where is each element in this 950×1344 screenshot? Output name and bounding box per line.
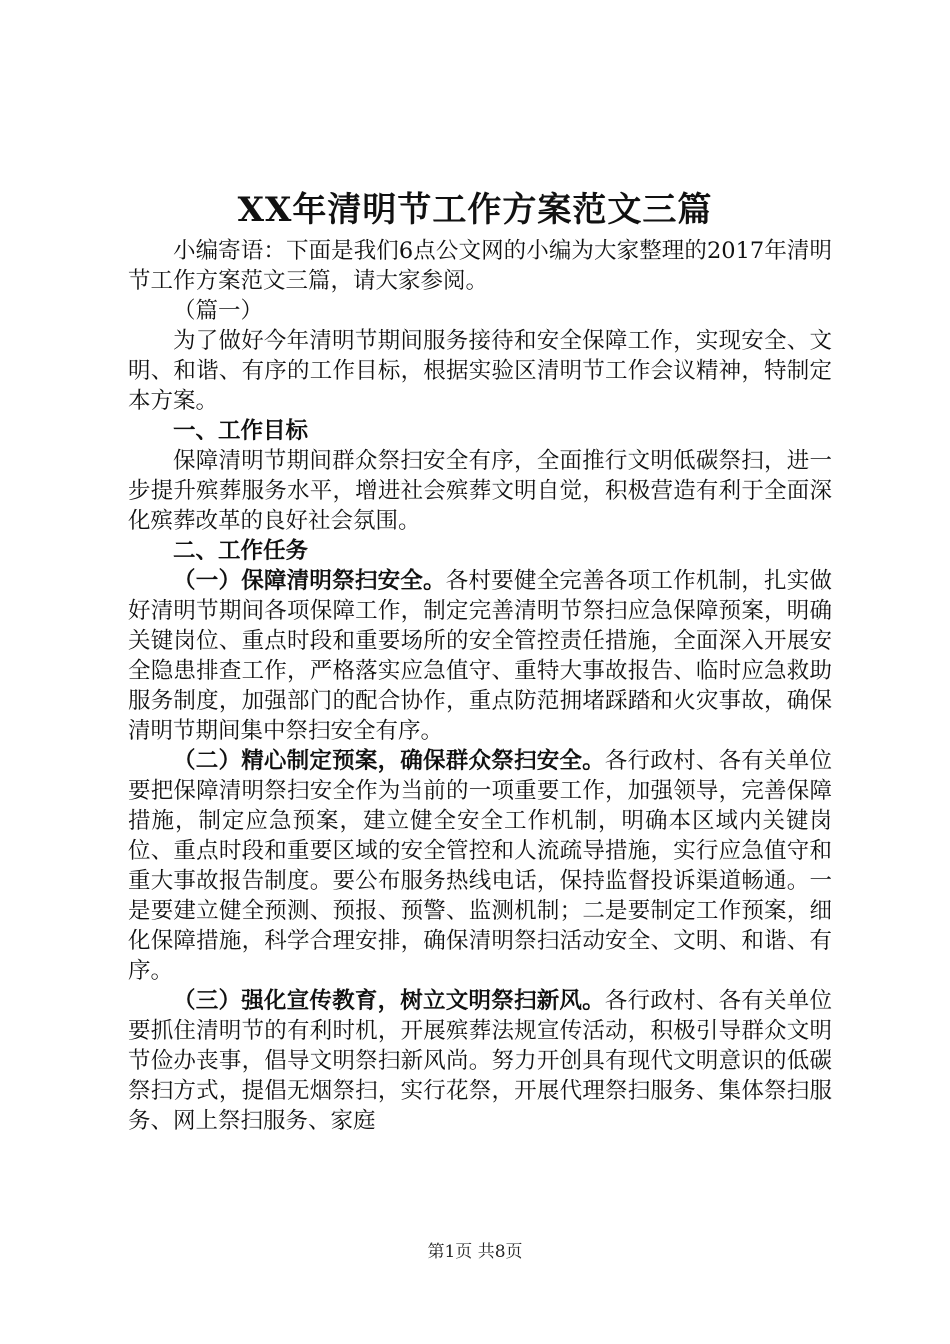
task-2-text: 各行政村、各有关单位要把保障清明祭扫安全作为当前的一项重要工作，加强领导，完善保障措施，制定应急预案，建立健全安全工作机制，明确本区域内关键岗位、重点时段和重要区域的安全管控和人流疏导措施，实行应急值守和重大事故报告制度。要公布服务热线电话，保持监督投诉渠道畅通。一是要建立健全预测、预报、预警、监测机制；二是要制定工作预案，细化保障措施，科学合理安排，确保清明祭扫活动安全、文明、和谐、有序。	[128, 748, 832, 984]
goals-paragraph: 保障清明节期间群众祭扫安全有序，全面推行文明低碳祭扫，进一步提升殡葬服务水平，增进社会殡葬文明自觉，积极营造有利于全面深化殡葬改革的良好社会氛围。	[128, 448, 832, 534]
part-label: （篇一）	[173, 298, 264, 324]
section-heading-goals: 一、工作目标	[173, 418, 309, 444]
task-paragraph-3	[128, 986, 832, 1136]
intro-paragraph: 小编寄语：下面是我们6点公文网的小编为大家整理的2017年清明节工作方案范文三篇，请大家参阅。	[128, 238, 832, 294]
task-paragraph-2	[128, 746, 832, 986]
section-heading-tasks: 二、工作任务	[173, 538, 309, 564]
task-3-lead: （三）强化宣传教育，树立文明祭扫新风。	[173, 988, 605, 1014]
task-1-text: 各村要健全完善各项工作机制，扎实做好清明节期间各项保障工作，制定完善清明节祭扫应急保障预案，明确关键岗位、重点时段和重要场所的安全管控责任措施，全面深入开展安全隐患排查工作，严格落实应急值守、重特大事故报告、临时应急救助服务制度，加强部门的配合协作，重点防范拥堵踩踏和火灾事故，确保清明节期间集中祭扫安全有序。	[128, 568, 832, 744]
task-1-lead: （一）保障清明祭扫安全。	[173, 568, 446, 594]
page-number-footer: 第1页 共8页	[427, 1242, 523, 1262]
document-title: XX年清明节工作方案范文三篇	[237, 190, 713, 230]
purpose-paragraph: 为了做好今年清明节期间服务接待和安全保障工作，实现安全、文明、和谐、有序的工作目标，根据实验区清明节工作会议精神，特制定本方案。	[128, 328, 832, 414]
task-2-lead: （二）精心制定预案，确保群众祭扫安全。	[173, 748, 605, 774]
task-3-text: 各行政村、各有关单位要抓住清明节的有利时机，开展殡葬法规宣传活动，积极引导群众文明节俭办丧事，倡导文明祭扫新风尚。努力开创具有现代文明意识的低碳祭扫方式，提倡无烟祭扫，实行花祭，开展代理祭扫服务、集体祭扫服务、网上祭扫服务、家庭	[128, 988, 832, 1134]
task-paragraph-1	[128, 566, 832, 746]
document-body	[128, 236, 832, 1136]
